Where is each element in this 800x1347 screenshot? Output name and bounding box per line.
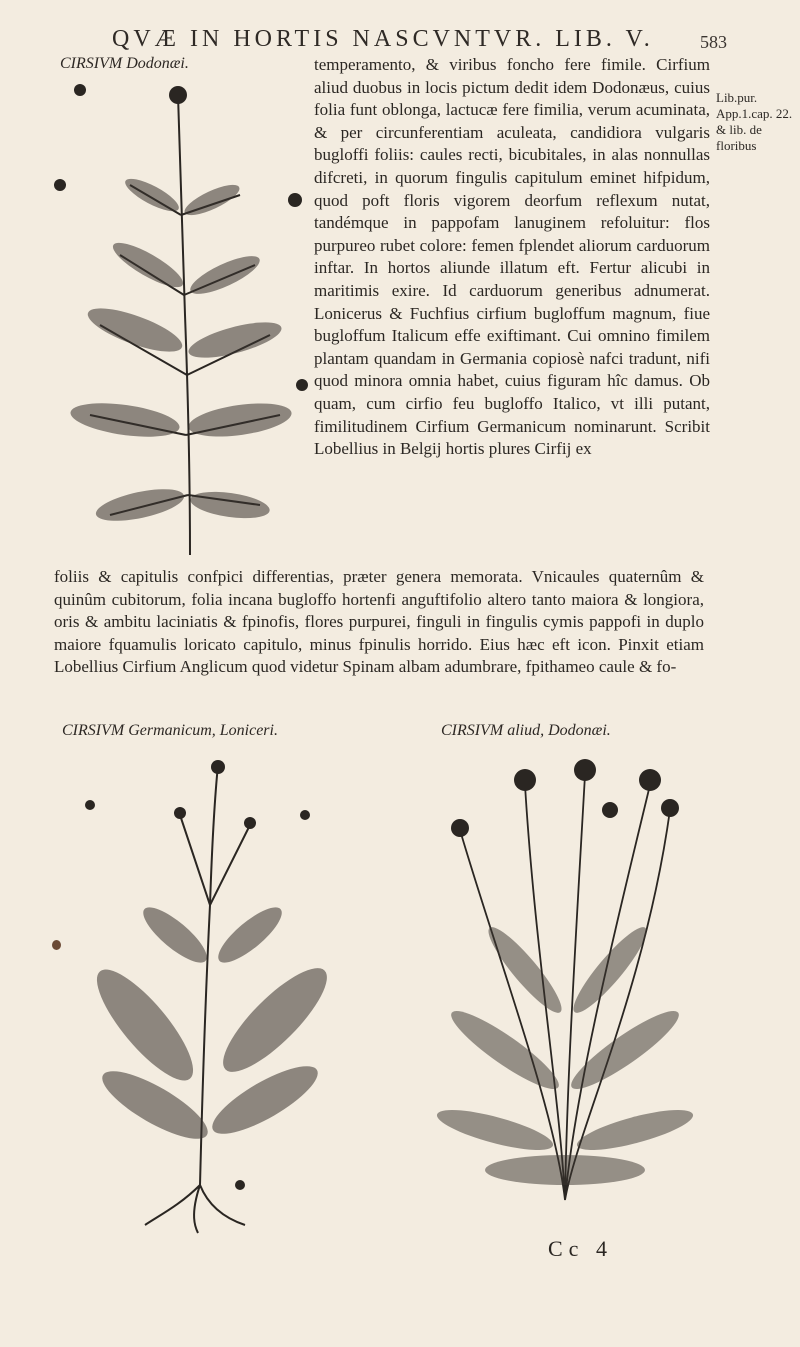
body-text-full-width: foliis & capitulis confpici differentias, præter genera memorata. Vnicaules quaternûm & quinûm cubitorum, folia incana bugloffo hortenfi anguftifolio altero tanto maiora & longiora, oris & ambitu laciniatis & fpinofis, flores purpurei, finguli in fingulis cymis pappofi in duplo maiore fquamulis loricato capitulo, minus fpinulis horrido. Eius hæc eft icon. Pinxit etiam Lobellius Cirfium Anglicum quod videtur Spinam albam adumbrare, fpithameo caule & fo- bbox=[54, 567, 704, 677]
signature-mark: Cc 4 bbox=[548, 1236, 613, 1261]
woodcut-cirsium-dodonaei bbox=[40, 75, 315, 565]
woodcut-cirsium-aliud bbox=[415, 750, 715, 1220]
caption-cirsium-dodonaei: CIRSIVM Dodonæi. bbox=[60, 55, 189, 72]
caption-cirsium-aliud: CIRSIVM aliud, Dodonæi. bbox=[441, 722, 611, 739]
ink-stain bbox=[52, 940, 61, 950]
woodcut-cirsium-germanicum bbox=[60, 755, 360, 1235]
caption-cirsium-germanicum: CIRSIVM Germanicum, Loniceri. bbox=[62, 722, 278, 739]
page-number: 583 bbox=[700, 32, 727, 52]
margin-note: Lib.pur. App.1.cap. 22. & lib. de floribus bbox=[716, 90, 793, 153]
running-head: QVÆ IN HORTIS NASCVNTVR. LIB. V. bbox=[112, 26, 654, 52]
body-text-column: temperamento, & viribus foncho fere fimile. Cirfium aliud duobus in locis pictum dedit idem Dodonæus, cuius folia funt oblonga, lactucæ fere fimilia, verum acuminata, & per circunferentiam aculeata, candidiora vulgaris bugloffi foliis: caules recti, bicubitales, in alas nonnullas difcreti, in quorum fingulis capitulum eminet hifpidum, quod poft floris vigorem deorfum reflexum nutat, tandémque in pappofam lanuginem refoluitur: flos purpureo rubet colore: femen fplendet aliorum carduorum inftar. In hortos aliunde illatum eft. Fertur alicubi in maritimis exire. Id carduorum generibus adnumerat. Lonicerus & Fuchfius cirfium bugloffum magnum, fiue bugloffum Italicum effe exiftimant. Cui omnino fimilem plantam quandam in Germania copiosè nafci tradunt, nifi quod minora omnia habet, cuius figuram hîc damus. Ob quam, cum cirfio feu bugloffo Italico, vt illi putant, fimilitudinem Cirfium Germanicum nominarunt. Scribit Lobellius in Belgij hortis plures Cirfij ex bbox=[314, 55, 710, 459]
